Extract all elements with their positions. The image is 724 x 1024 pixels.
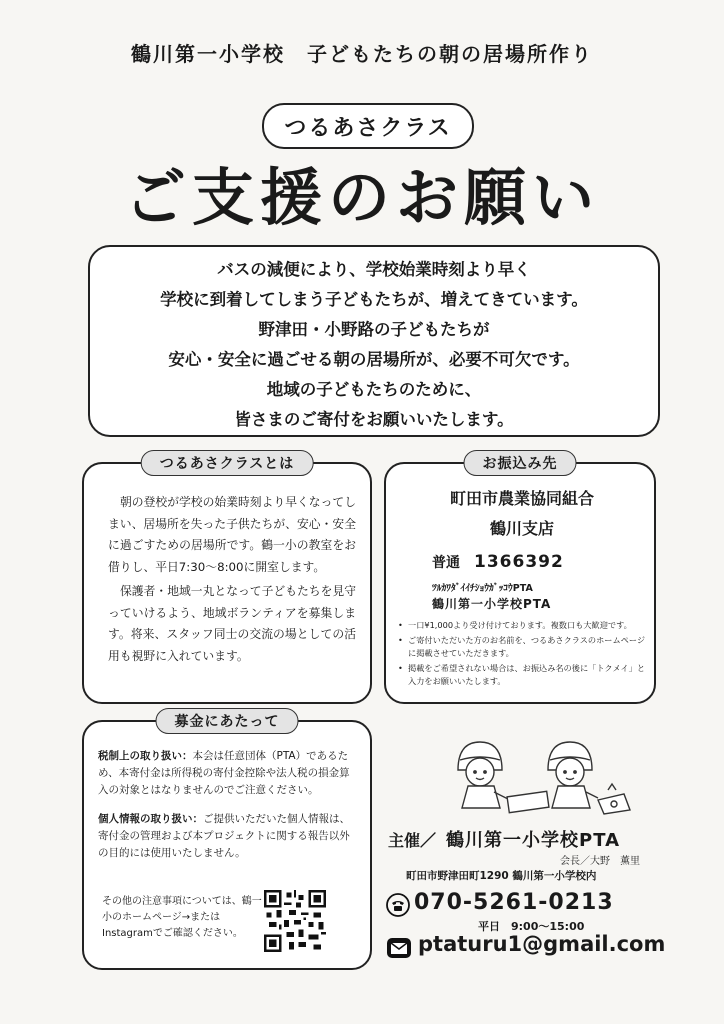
about-heading: つるあさクラスとは — [141, 450, 314, 476]
account-holder: 鶴川第一小学校PTA — [432, 597, 552, 611]
qr-code-icon[interactable] — [264, 890, 326, 952]
class-name-badge — [262, 103, 474, 149]
sponsor-name: 鶴川第一小学校PTA — [446, 830, 621, 851]
sponsor-line — [388, 826, 620, 852]
bank-heading: お振込み先 — [464, 450, 577, 476]
other-notes: その他の注意事項については、鶴一小のホームページ→またはInstagramでご確認ください。 — [102, 896, 262, 939]
fundraising-heading: 募金にあたって — [156, 708, 299, 734]
sponsor-label: 主催／ — [388, 831, 437, 850]
bank-note: • ご寄付いただいた方のお名前を、つるあさクラスのホームページに掲載させていただきます。 — [398, 634, 650, 660]
fundraising-section — [82, 714, 372, 970]
privacy-note — [98, 811, 360, 862]
fundraising-body — [98, 748, 360, 874]
bank-section — [384, 456, 656, 704]
appeal-line: 学校に到着してしまう子どもたちが、増えてきています。 — [160, 290, 588, 309]
bank-branch: 鶴川支店 — [489, 519, 554, 538]
appeal-line: 地域の子どもたちのために、 — [266, 380, 482, 399]
about-section — [82, 456, 372, 704]
account-number: 1366392 — [474, 552, 564, 572]
about-paragraph: 保護者・地域一丸となって子どもたちを見守っていけるよう、地域ボランティアを募集します。将来、スタッフ同士の交流の場としての活用も視野に入れています。 — [108, 584, 356, 663]
class-name-text: つるあさクラス — [284, 115, 452, 141]
children-drawing-illustration — [448, 720, 638, 818]
mail-icon — [386, 937, 412, 959]
page-title: ご支援のお願い — [123, 161, 600, 234]
bank-name: 町田市農業協同組合 — [449, 489, 594, 508]
tax-label: 税制上の取り扱い： — [98, 750, 193, 762]
page-header: 鶴川第一小学校 子どもたちの朝の居場所作り — [131, 42, 593, 66]
bank-note: • 掲載をご希望されない場合は、お振込み名の後に「トクメイ」と入力をお願いいたします。 — [398, 662, 650, 688]
account-type: 普通 — [432, 555, 460, 571]
phone-icon — [386, 893, 410, 917]
appeal-line: バスの減便により、学校始業時刻より早く — [217, 260, 531, 279]
appeal-box — [88, 245, 660, 437]
account-line — [432, 552, 564, 572]
chair-name: 会長／大野 薫里 — [560, 856, 640, 867]
account-holder-kana: ﾂﾙｶﾜﾀﾞｲｲﾁｼｮｳｶﾞｯｺｳPTA — [432, 583, 533, 594]
office-hours: 平日 9:00〜15:00 — [478, 920, 585, 933]
tax-text: 本会は任意団体（PTA）であるため、本寄付金は所得税の寄付金控除や法人税の損金算入の対象とはなりませんのでご注意ください。 — [98, 750, 350, 796]
appeal-line: 野津田・小野路の子どもたちが — [258, 320, 490, 339]
appeal-line: 安心・安全に過ごせる朝の居場所が、必要不可欠です。 — [168, 350, 580, 369]
tax-note — [98, 748, 360, 799]
appeal-line: 皆さまのご寄付をお願いいたします。 — [234, 410, 514, 429]
email-address[interactable]: ptaturu1@gmail.com — [418, 932, 666, 956]
privacy-text: ご提供いただいた個人情報は、寄付金の管理および本プロジェクトに関する報告以外の目的には使用いたしません。 — [98, 813, 350, 859]
about-paragraph: 朝の登校が学校の始業時刻より早くなってしまい、居場所を失った子供たちが、安心・安全に過ごすための居場所です。鶴一小の教室をお借りし、平日7:30〜8:00に開室します。 — [108, 495, 356, 574]
phone-number[interactable]: 070-5261-0213 — [414, 890, 614, 915]
address: 町田市野津田町1290 鶴川第一小学校内 — [406, 870, 597, 882]
about-body — [108, 492, 356, 670]
bank-note: • 一口¥1,000より受け付けております。複数口も大歓迎です。 — [398, 619, 650, 632]
privacy-label: 個人情報の取り扱い： — [98, 813, 203, 825]
bank-notes — [398, 619, 650, 690]
